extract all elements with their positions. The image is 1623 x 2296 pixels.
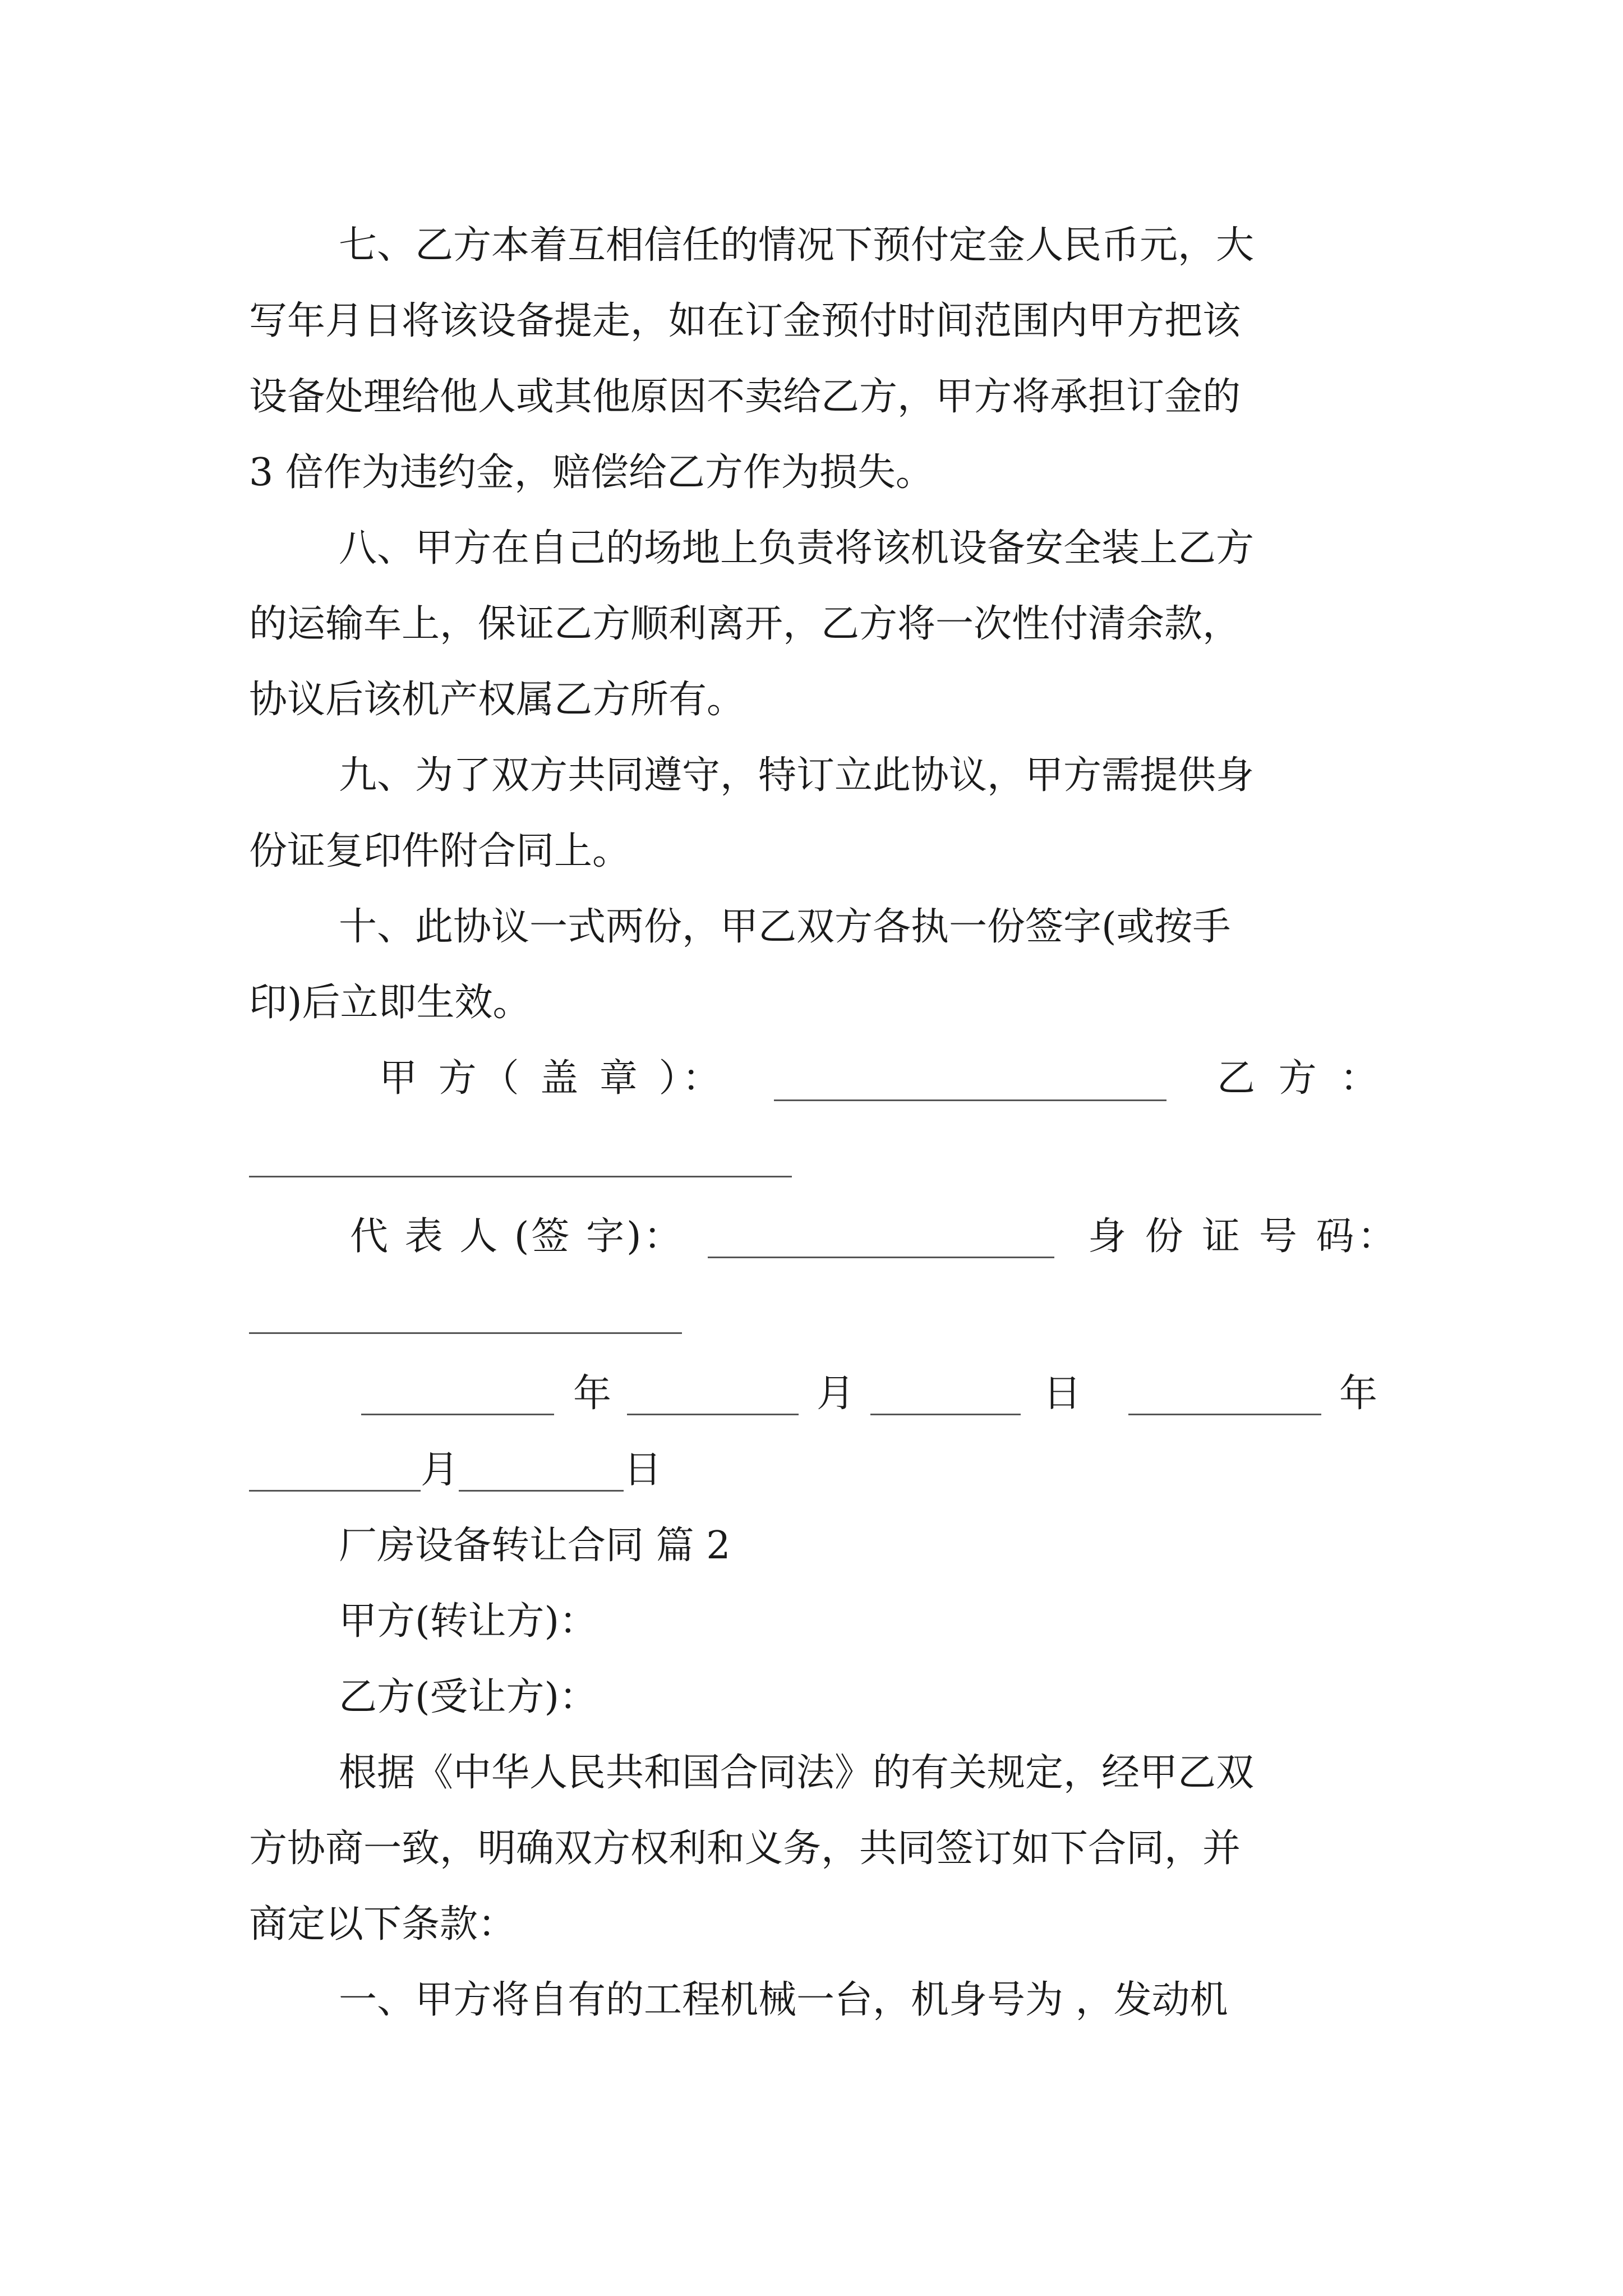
party-b-year-line (1128, 1414, 1321, 1415)
clause-8-line-1: 八、甲方在自己的场地上负责将该机设备安全装上乙方 (339, 526, 1255, 570)
id-number-line (249, 1332, 682, 1334)
party-a-seal-label: 甲 方（ 盖 章 ）： (379, 1056, 725, 1101)
clause-7-line-4: 3 倍作为违约金，赔偿给乙方作为损失。 (249, 450, 934, 495)
party-b-day-label: 日 (624, 1448, 662, 1492)
section-2-party-a: 甲方(转让方)： (339, 1599, 598, 1644)
party-b-label: 乙 方 ： (1217, 1056, 1384, 1101)
id-number-label: 身 份 证 号 码： (1088, 1214, 1399, 1259)
party-a-year-label: 年 (573, 1372, 612, 1416)
party-b-year-label: 年 (1339, 1372, 1378, 1416)
clause-10-line-2: 印)后立即生效。 (249, 981, 531, 1025)
section-2-party-b: 乙方(受让方)： (339, 1675, 598, 1719)
representative-label: 代 表 人 (签 字)： (350, 1214, 684, 1259)
clause-10-line-1: 十、此协议一式两份，甲乙双方各执一份签字(或按手 (339, 905, 1231, 949)
clause-8-line-2: 的运输车上，保证乙方顺利离开，乙方将一次性付清余款， (249, 602, 1241, 646)
section-2-intro-line-2: 方协商一致，明确双方权利和义务，共同签订如下合同，并 (249, 1826, 1241, 1871)
party-a-month-label: 月 (817, 1372, 855, 1416)
party-a-month-line (627, 1414, 799, 1415)
party-a-day-line (870, 1414, 1021, 1415)
party-a-year-line (361, 1414, 554, 1415)
clause-7-line-2: 写年月日将该设备提走，如在订金预付时间范围内甲方把该 (249, 299, 1241, 343)
clause-7-line-1: 七、乙方本着互相信任的情况下预付定金人民币元，大 (339, 223, 1255, 268)
party-b-month-label: 月 (421, 1448, 459, 1492)
party-b-signature-line (249, 1176, 792, 1177)
section-2-item-1-line-1: 一、甲方将自有的工程机械一台，机身号为 ，发动机 (339, 1978, 1228, 2022)
party-a-day-label: 日 (1043, 1372, 1082, 1416)
clause-7-line-3: 设备处理给他人或其他原因不卖给乙方，甲方将承担订金的 (249, 375, 1241, 419)
section-2-intro-line-1: 根据《中华人民共和国合同法》的有关规定，经甲乙双 (339, 1751, 1255, 1795)
party-a-signature-line (774, 1099, 1166, 1101)
section-2-intro-line-3: 商定以下条款： (249, 1902, 517, 1947)
section-2-title: 厂房设备转让合同 篇 2 (339, 1524, 731, 1568)
party-b-day-line (459, 1490, 624, 1492)
clause-9-line-2: 份证复印件附合同上。 (249, 829, 631, 873)
representative-signature-line (708, 1257, 1054, 1258)
clause-9-line-1: 九、为了双方共同遵守，特订立此协议，甲方需提供身 (339, 753, 1255, 798)
party-b-month-line (249, 1490, 421, 1492)
clause-8-line-3: 协议后该机产权属乙方所有。 (249, 678, 745, 722)
